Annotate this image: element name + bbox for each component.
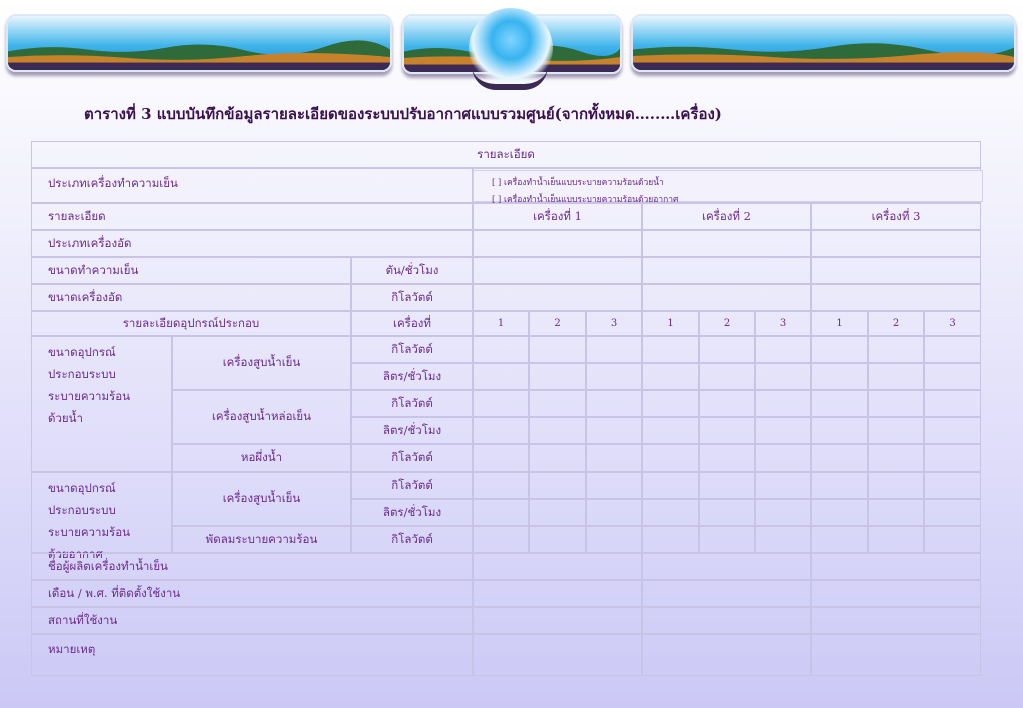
unit-lph: ลิตร/ชั่วโมง <box>382 368 442 383</box>
option-water-cooled[interactable]: [ ] เครื่องทำน้ำเย็นแบบระบายความร้อนด้วยน้ำ <box>492 178 664 188</box>
data-cell[interactable] <box>529 336 586 363</box>
data-cell[interactable] <box>586 499 642 526</box>
sub-unit-number <box>699 311 755 336</box>
data-cell[interactable] <box>924 336 981 363</box>
data-cell[interactable] <box>473 257 642 284</box>
unit-kw: กิโลวัตต์ <box>391 289 433 304</box>
cooling-tower-cell <box>172 444 351 472</box>
remarks-label: หมายเหตุ <box>48 642 96 656</box>
page-title: ตารางที่ 3 แบบบันทึกข้อมูลรายละเอียดของระบบปรับอากาศแบบรวมศูนย์(จากทั้งหมด…..…เครื่อง) <box>84 105 722 123</box>
unit-cell <box>351 526 473 553</box>
data-cell[interactable] <box>473 363 529 390</box>
data-cell[interactable] <box>868 472 924 499</box>
data-cell[interactable] <box>642 580 811 607</box>
data-cell[interactable] <box>642 472 699 499</box>
data-cell[interactable] <box>868 499 924 526</box>
manufacturer-cell <box>31 553 473 580</box>
sub-unit-number <box>755 311 811 336</box>
data-cell[interactable] <box>755 417 811 444</box>
data-cell[interactable] <box>473 390 529 417</box>
data-cell[interactable] <box>868 363 924 390</box>
data-cell[interactable] <box>868 444 924 472</box>
data-cell[interactable] <box>811 230 981 257</box>
data-cell[interactable] <box>473 444 529 472</box>
unit-lph: ลิตร/ชั่วโมง <box>382 504 442 519</box>
data-cell[interactable] <box>529 417 586 444</box>
header-label: รายละเอียด <box>477 146 535 161</box>
data-cell[interactable] <box>529 472 586 499</box>
data-cell[interactable] <box>642 390 699 417</box>
sub-unit-number <box>868 311 924 336</box>
machine-3-label: เครื่องที่ 3 <box>871 208 921 223</box>
unit-kw: กิโลวัตต์ <box>391 341 433 356</box>
data-cell[interactable] <box>924 390 981 417</box>
data-cell[interactable] <box>473 284 642 311</box>
unit-kw: กิโลวัตต์ <box>391 450 433 464</box>
sub-unit-number-label: 2 <box>554 318 561 329</box>
header-banner-right <box>631 14 1016 72</box>
data-cell[interactable] <box>811 607 981 634</box>
details-label-cell <box>31 203 473 230</box>
water-cooled-group-cell <box>31 336 172 472</box>
install-date-label: เดือน / พ.ศ. ที่ติดตั้งใช้งาน <box>48 585 181 600</box>
data-cell[interactable] <box>642 444 699 472</box>
data-cell[interactable] <box>755 499 811 526</box>
table-header-details <box>31 141 981 168</box>
data-cell[interactable] <box>699 472 755 499</box>
sub-unit-number-label: 1 <box>836 318 843 329</box>
data-cell[interactable] <box>924 526 981 553</box>
data-cell[interactable] <box>473 580 642 607</box>
data-cell[interactable] <box>699 363 755 390</box>
data-cell[interactable] <box>529 499 586 526</box>
unit-cell <box>351 444 473 472</box>
sub-unit-number <box>586 311 642 336</box>
unit-cell <box>351 257 473 284</box>
sub-unit-number <box>473 311 529 336</box>
data-cell[interactable] <box>755 526 811 553</box>
data-cell[interactable] <box>642 499 699 526</box>
data-cell[interactable] <box>642 336 699 363</box>
data-cell[interactable] <box>868 526 924 553</box>
data-cell[interactable] <box>473 607 642 634</box>
unit-cell <box>351 417 473 444</box>
data-cell[interactable] <box>473 230 642 257</box>
data-cell[interactable] <box>811 472 868 499</box>
data-cell[interactable] <box>586 363 642 390</box>
unit-no-cell <box>351 311 473 336</box>
compressor-size-cell <box>31 284 351 311</box>
cooling-tower-label: หอผึ่งน้ำ <box>240 450 283 464</box>
data-cell[interactable] <box>586 417 642 444</box>
sub-unit-number-label: 2 <box>723 318 731 329</box>
data-cell[interactable] <box>642 230 811 257</box>
sub-unit-number-label: 1 <box>497 318 505 329</box>
data-cell[interactable] <box>868 390 924 417</box>
sub-unit-number-label: 3 <box>949 318 956 329</box>
data-cell[interactable] <box>811 336 868 363</box>
remarks-cell <box>31 634 473 676</box>
unit-cell <box>351 284 473 311</box>
unit-cell <box>351 472 473 499</box>
component-details-label: รายละเอียดอุปกรณ์ประกอบ <box>122 315 260 330</box>
install-date-cell <box>31 580 473 607</box>
cooling-capacity-cell <box>31 257 351 284</box>
machine-1-label: เครื่องที่ 1 <box>533 208 582 223</box>
cooling-capacity-label: ขนาดทำความเย็น <box>48 262 139 277</box>
data-cell[interactable] <box>811 526 868 553</box>
header-banner-left <box>6 14 392 72</box>
data-cell[interactable] <box>473 336 529 363</box>
option-air-cooled[interactable]: [ ] เครื่องทำน้ำเย็นแบบระบายความร้อนด้วยอากาศ <box>492 195 679 205</box>
data-cell[interactable] <box>755 363 811 390</box>
data-cell[interactable] <box>642 284 811 311</box>
cooling-water-pump-label: เครื่องสูบน้ำหล่อเย็น <box>211 409 312 423</box>
data-cell[interactable] <box>868 417 924 444</box>
data-cell[interactable] <box>924 417 981 444</box>
manufacturer-label: ชื่อผู้ผลิตเครื่องทำน้ำเย็น <box>48 558 168 573</box>
unit-ton-hour: ตัน/ชั่วโมง <box>385 262 439 277</box>
data-cell[interactable] <box>699 390 755 417</box>
data-cell[interactable] <box>642 607 811 634</box>
data-cell[interactable] <box>473 472 529 499</box>
data-cell[interactable] <box>699 336 755 363</box>
data-cell[interactable] <box>642 257 811 284</box>
location-label: สถานที่ใช้งาน <box>48 612 118 627</box>
data-cell[interactable] <box>924 444 981 472</box>
data-cell[interactable] <box>586 390 642 417</box>
compressor-type-label: ประเภทเครื่องอัด <box>48 235 132 250</box>
data-cell[interactable] <box>755 444 811 472</box>
data-cell[interactable] <box>642 363 699 390</box>
data-cell[interactable] <box>529 526 586 553</box>
data-cell[interactable] <box>473 553 642 580</box>
chiller-type-label: ประเภทเครื่องทำความเย็น <box>48 176 178 190</box>
data-cell[interactable] <box>924 499 981 526</box>
chilled-water-pump-label: เครื่องสูบน้ำเย็น <box>222 491 301 505</box>
data-cell[interactable] <box>529 444 586 472</box>
data-cell[interactable] <box>699 417 755 444</box>
data-cell[interactable] <box>586 444 642 472</box>
data-cell[interactable] <box>924 363 981 390</box>
data-cell[interactable] <box>811 444 868 472</box>
chilled-water-pump-label: เครื่องสูบน้ำเย็น <box>222 355 301 369</box>
data-cell[interactable] <box>755 472 811 499</box>
water-cooled-group-label: ขนาดอุปกรณ์ประกอบระบบระบายความร้อนด้วยน้ำ <box>48 345 130 425</box>
cooling-water-pump-cell <box>172 390 351 444</box>
data-cell[interactable] <box>811 499 868 526</box>
data-cell[interactable] <box>868 336 924 363</box>
unit-kw: กิโลวัตต์ <box>391 395 433 410</box>
data-cell[interactable] <box>811 417 868 444</box>
unit-kw: กิโลวัตต์ <box>391 477 433 492</box>
data-cell[interactable] <box>811 284 981 311</box>
data-cell[interactable] <box>473 526 529 553</box>
data-cell[interactable] <box>811 390 868 417</box>
sub-unit-number-label: 2 <box>892 318 900 329</box>
data-cell[interactable] <box>924 472 981 499</box>
data-cell[interactable] <box>699 526 755 553</box>
data-cell[interactable] <box>473 634 642 676</box>
data-cell[interactable] <box>811 257 981 284</box>
compressor-size-label: ขนาดเครื่องอัด <box>48 289 123 304</box>
chilled-water-pump-cell <box>172 472 351 526</box>
data-cell[interactable] <box>642 526 699 553</box>
data-cell[interactable] <box>811 634 981 676</box>
condenser-fan-label: พัดลมระบายความร้อน <box>205 531 318 546</box>
data-cell[interactable] <box>642 417 699 444</box>
air-cooled-group-label: ขนาดอุปกรณ์ประกอบระบบระบายความร้อนด้วยอากาศ <box>48 481 130 561</box>
data-cell[interactable] <box>586 336 642 363</box>
data-cell[interactable] <box>529 390 586 417</box>
data-cell[interactable] <box>586 472 642 499</box>
air-cooled-group-cell <box>31 472 172 561</box>
data-cell[interactable] <box>586 526 642 553</box>
data-cell[interactable] <box>473 417 529 444</box>
data-cell[interactable] <box>473 499 529 526</box>
sub-unit-number <box>529 311 586 336</box>
unit-cell <box>351 499 473 526</box>
machine-2-label: เครื่องที่ 2 <box>702 208 751 223</box>
data-cell[interactable] <box>811 363 868 390</box>
unit-cell <box>351 390 473 417</box>
data-cell[interactable] <box>699 499 755 526</box>
chilled-water-pump-cell <box>172 336 351 390</box>
sub-unit-number <box>642 311 699 336</box>
chiller-type-label-cell <box>31 168 473 203</box>
location-cell <box>31 607 473 634</box>
unit-lph: ลิตร/ชั่วโมง <box>382 422 442 437</box>
unit-no-label: เครื่องที่ <box>393 315 431 330</box>
sub-unit-number <box>811 311 868 336</box>
data-cell[interactable] <box>755 390 811 417</box>
unit-cell <box>351 363 473 390</box>
condenser-fan-cell <box>172 526 351 553</box>
chiller-type-options <box>473 170 983 205</box>
data-cell[interactable] <box>811 553 981 580</box>
details-label: รายละเอียด <box>48 208 106 223</box>
component-details-cell <box>31 311 351 336</box>
data-cell[interactable] <box>642 553 811 580</box>
globe-base <box>472 66 548 90</box>
data-cell[interactable] <box>642 634 811 676</box>
sub-unit-number-label: 1 <box>667 318 674 329</box>
sub-unit-number-label: 3 <box>779 318 787 329</box>
unit-kw: กิโลวัตต์ <box>391 531 433 546</box>
data-cell[interactable] <box>529 363 586 390</box>
compressor-type-cell <box>31 230 473 257</box>
unit-cell <box>351 336 473 363</box>
data-cell[interactable] <box>755 336 811 363</box>
record-form-table <box>31 141 981 676</box>
sub-unit-number-label: 3 <box>610 318 618 329</box>
data-cell[interactable] <box>811 580 981 607</box>
sub-unit-number <box>924 311 981 336</box>
data-cell[interactable] <box>699 444 755 472</box>
